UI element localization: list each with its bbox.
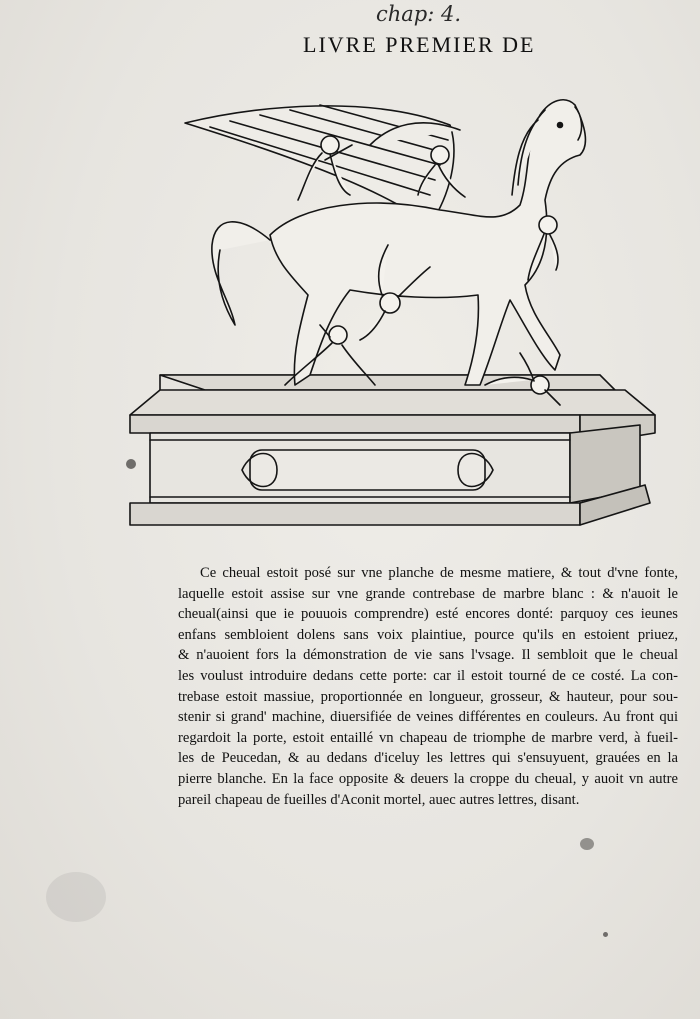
text-line: cheual(ainsi que ie pouuois comprendre) esté encores donté: parquoy ces ieunes	[178, 606, 678, 623]
text-line: trebase estoit massiue, proportionnée en longueur, grosseur, & hauteur, pour sou-	[178, 688, 678, 705]
text-line: stenir si grand' machine, diuersifiée de veines différentes en couleurs. Au front qui	[178, 709, 678, 726]
pegasus-statue-woodcut	[120, 85, 660, 540]
text-line: enfans sembloient dolens sans voix plaintiue, pource qu'ils en estoient priuez,	[178, 626, 678, 643]
body-text	[178, 563, 678, 810]
margin-annotation: chap: 4.	[376, 2, 462, 26]
text-line: pierre blanche. En la face opposite & deuers la croppe du cheual, y auoit vn autre	[178, 770, 678, 787]
text-line: & n'auoient fors la démonstration de vie sans l'vsage. Il sembloit que le cheual	[178, 647, 678, 664]
text-line: les voulust introduire dedans cette porte: car il estoit tourné de ce costé. La con-	[178, 667, 678, 684]
plinth	[130, 375, 655, 525]
text-line: laquelle estoit assise sur vne grande contrebase de marbre blanc : & n'auoit le	[178, 585, 678, 602]
ink-stain	[580, 838, 594, 850]
text-line: regardoit la porte, estoit entaillé vn chapeau de triomphe de marbre verd, à fueil-	[178, 729, 678, 746]
ink-stain	[603, 932, 608, 937]
ink-stain	[46, 872, 106, 922]
text-line: les de Peucedan, & au dedans d'iceluy les lettres qui s'ensuyuent, grauées en la	[178, 750, 678, 767]
running-head: LIVRE PREMIER DE	[303, 32, 536, 57]
text-line: pareil chapeau de fueilles d'Aconit mortel, auec autres lettres, disant.	[178, 791, 580, 808]
text-line: Ce cheual estoit posé sur vne planche de mesme matiere, & tout d'vne fonte,	[200, 565, 678, 581]
